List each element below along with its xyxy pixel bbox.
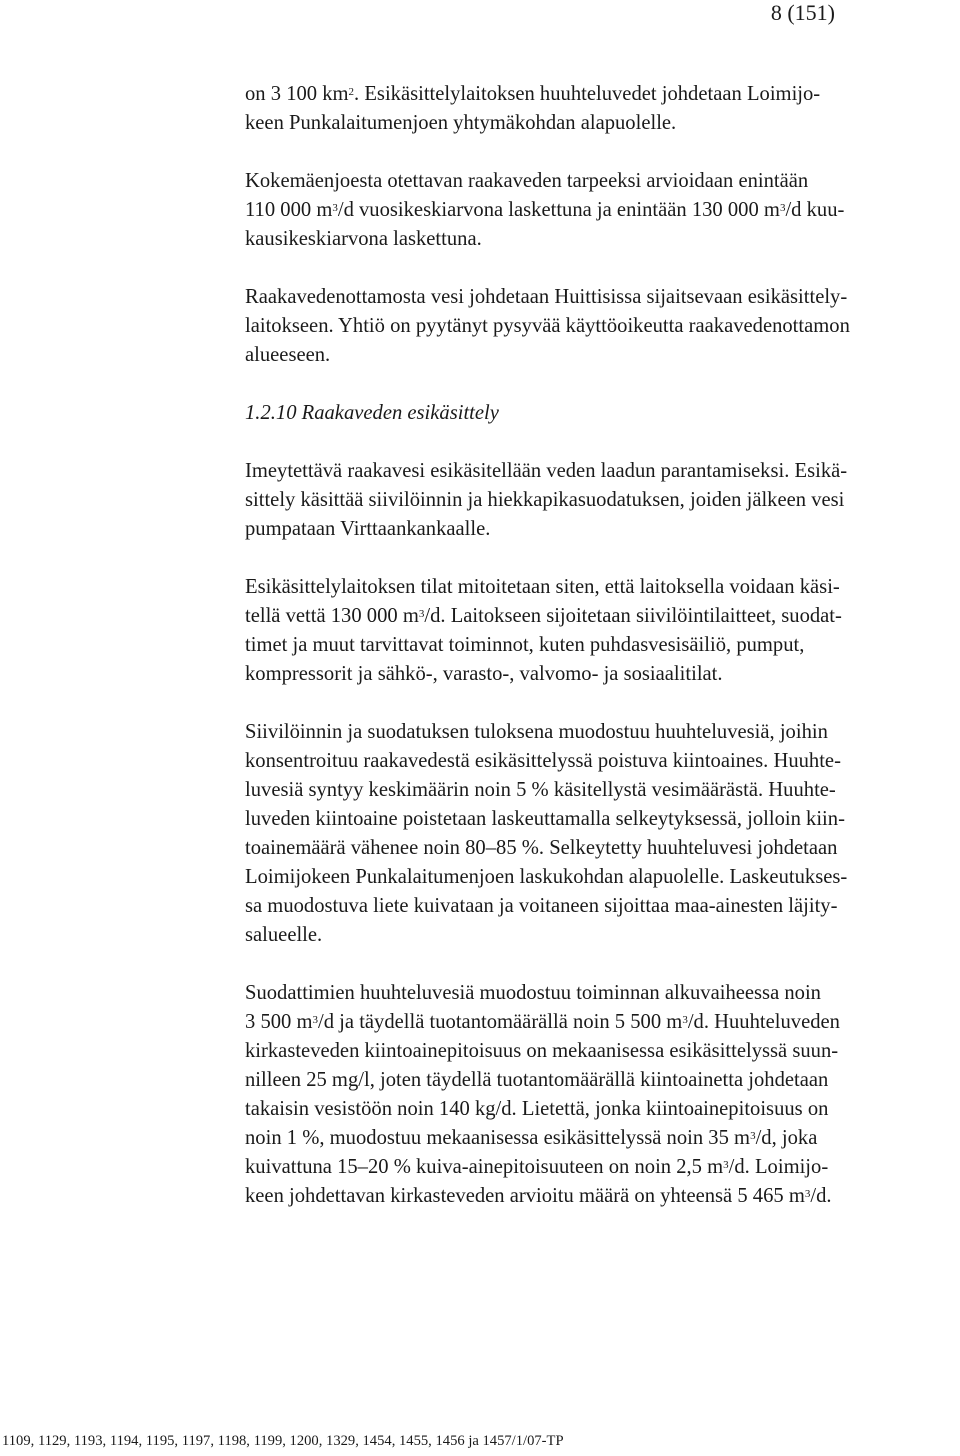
document-body [245,80,945,1211]
text-line [245,515,945,544]
text-run: luveden kiintoaine poistetaan laskeuttamalla selkeytyksessä, jolloin kiin- [245,808,845,830]
text-run: 1.2.10 Raakaveden esikäsittely [245,402,499,424]
text-run: timet ja muut tarvittavat toiminnot, kuten puhdasvesisäiliö, pumput, [245,634,805,656]
text-run: luvesiä syntyy keskimäärin noin 5 % käsitellystä vesimäärästä. Huuhte- [245,779,836,801]
superscript: 3 [332,202,338,214]
text-line [245,109,945,138]
text-run: /d. Loimijo- [728,1156,829,1178]
footer-reference: 1109, 1129, 1193, 1194, 1195, 1197, 1198, 1199, 1200, 1329, 1454, 1455, 1456 ja 1457/1/07-TP [2,1433,564,1449]
superscript: 3 [418,608,425,620]
superscript: 3 [779,202,786,214]
text-line [245,1008,945,1037]
text-line [245,225,945,254]
text-line [245,747,945,776]
text-run: sa muodostuva liete kuivataan ja voitaneen sijoittaa maa-ainesten läjity- [245,895,838,917]
text-line [245,1095,945,1124]
text-run: sittely käsittää siivilöinnin ja hiekkapikasuodatuksen, joiden jälkeen vesi [245,489,845,511]
text-line [245,979,945,1008]
paragraph [245,283,945,370]
text-line [245,805,945,834]
text-line [245,631,945,660]
text-run: /d. Laitokseen sijoitetaan siivilöintilaitteet, suodat- [424,605,842,627]
superscript: 3 [312,1014,319,1026]
paragraph [245,167,945,254]
superscript: 3 [723,1159,729,1171]
text-run: Raakavedenottamosta vesi johdetaan Huittisissa sijaitsevaan esikäsittely- [245,286,848,308]
section-heading [245,399,945,428]
paragraph-gap [245,950,945,979]
text-run: takaisin vesistöön noin 140 kg/d. Lietettä, jonka kiintoainepitoisuus on [245,1098,829,1120]
text-line [245,602,945,631]
paragraph-gap [245,689,945,718]
text-run: pumpataan Virttaankankaalle. [245,518,491,540]
text-run: toainemäärä vähenee noin 80–85 %. Selkeytetty huuhteluvesi johdetaan [245,837,838,859]
text-run: tellä vettä 130 000 m [245,605,419,627]
text-line [245,718,945,747]
paragraph [245,718,945,950]
text-line [245,1124,945,1153]
text-run: kausikeskiarvona laskettuna. [245,228,482,250]
paragraph [245,979,945,1211]
text-line [245,1037,945,1066]
paragraph [245,573,945,689]
text-run: /d kuu- [785,199,845,221]
text-line [245,80,945,109]
page-number: 8 (151) [770,0,835,25]
text-line [245,341,945,370]
text-run: kirkasteveden kiintoainepitoisuus on mekaanisessa esikäsittelyssä suun- [245,1040,839,1062]
text-run: Loimijokeen Punkalaitumenjoen laskukohdan alapuolelle. Laskeutukses- [245,866,848,888]
text-run: keen johdettavan kirkasteveden arvioitu määrä on yhteensä 5 465 m [245,1185,805,1207]
paragraph-gap [245,138,945,167]
text-run: Siivilöinnin ja suodatuksen tuloksena muodostuu huuhteluvesiä, joihin [245,721,828,743]
text-line [245,283,945,312]
text-line [245,921,945,950]
superscript: 3 [804,1188,811,1200]
paragraph [245,457,945,544]
text-run: alueeseen. [245,344,331,366]
paragraph-gap [245,428,945,457]
text-run: kompressorit ja sähkö-, varasto-, valvomo- ja sosiaalitilat. [245,663,723,685]
text-line [245,457,945,486]
text-run: 110 000 m [245,199,333,221]
text-run: /d, joka [755,1127,818,1149]
text-run: /d ja täydellä tuotantomäärällä noin 5 500 m [318,1011,683,1033]
text-line [245,1182,945,1211]
text-line [245,399,945,428]
text-run: /d. [810,1185,832,1207]
superscript: 2 [348,86,355,98]
paragraph-gap [245,544,945,573]
text-line [245,196,945,225]
paragraph-gap [245,254,945,283]
text-run: keen Punkalaitumenjoen yhtymäkohdan alapuolelle. [245,112,677,134]
paragraph-gap [245,370,945,399]
text-line [245,660,945,689]
text-run: on 3 100 km [245,83,349,105]
text-run: Kokemäenjoesta otettavan raakaveden tarpeeksi arvioidaan enintään [245,170,809,192]
text-run: konsentroituu raakavedestä esikäsittelyssä poistuva kiintoaines. Huuhte- [245,750,841,772]
text-run: laitokseen. Yhtiö on pyytänyt pysyvää käyttöoikeutta raakavedenottamon [245,315,850,337]
text-run: . Esikäsittelylaitoksen huuhteluvedet johdetaan Loimijo- [354,83,821,105]
text-run: 3 500 m [245,1011,313,1033]
superscript: 3 [750,1130,756,1142]
text-run: Suodattimien huuhteluvesiä muodostuu toiminnan alkuvaiheessa noin [245,982,821,1004]
superscript: 3 [682,1014,688,1026]
text-run: Esikäsittelylaitoksen tilat mitoitetaan siten, että laitoksella voidaan käsi- [245,576,840,598]
text-run: /d vuosikeskiarvona laskettuna ja enintään 130 000 m [337,199,780,221]
text-line [245,834,945,863]
text-line [245,573,945,602]
text-line [245,312,945,341]
text-run: kuivattuna 15–20 % kuiva-ainepitoisuuteen on noin 2,5 m [245,1156,724,1178]
text-line [245,167,945,196]
text-run: salueelle. [245,924,323,946]
text-line [245,776,945,805]
text-line [245,486,945,515]
text-run: /d. Huuhteluveden [687,1011,840,1033]
text-run: Imeytettävä raakavesi esikäsitellään veden laadun parantamiseksi. Esikä- [245,460,848,482]
text-line [245,1153,945,1182]
text-line [245,1066,945,1095]
text-run: nilleen 25 mg/l, joten täydellä tuotantomäärällä kiintoainetta johdetaan [245,1069,829,1091]
paragraph [245,80,945,138]
text-line [245,892,945,921]
text-line [245,863,945,892]
text-run: noin 1 %, muodostuu mekaanisessa esikäsittelyssä noin 35 m [245,1127,751,1149]
